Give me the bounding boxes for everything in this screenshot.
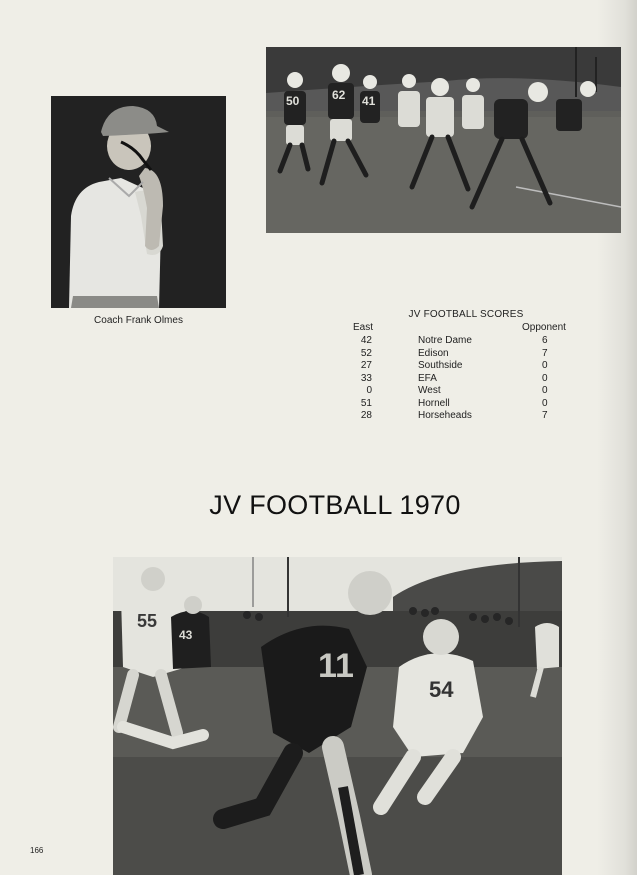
score-row — [346, 410, 586, 423]
opponent-score: 7 — [542, 347, 548, 359]
opponent-name: Horseheads — [418, 410, 472, 421]
east-score: 33 — [360, 372, 372, 384]
east-score: 0 — [366, 385, 372, 396]
jersey-number-41: 41 — [362, 94, 376, 108]
opponent-name: Edison — [418, 347, 449, 359]
opponent-name: Hornell — [418, 397, 450, 409]
score-row — [346, 385, 586, 398]
east-score: 27 — [360, 360, 372, 371]
score-row — [346, 360, 586, 373]
opponent-score: 0 — [542, 397, 548, 409]
east-score: 42 — [360, 335, 372, 346]
score-row — [346, 398, 586, 411]
east-score: 51 — [360, 397, 372, 409]
column-header-east: East — [353, 322, 374, 333]
scores-table-title: JV FOOTBALL SCORES — [408, 309, 524, 320]
east-score: 52 — [360, 347, 372, 359]
coach-photo — [51, 96, 226, 308]
football-action-photo-top — [266, 47, 621, 233]
jv-scores-table — [346, 309, 586, 423]
score-row — [346, 348, 586, 361]
football-action-photo-bottom — [113, 557, 562, 875]
scores-table-header — [346, 322, 586, 335]
page-title: JV FOOTBALL 1970 — [209, 490, 461, 520]
page-number: 166 — [30, 846, 44, 855]
opponent-score: 0 — [542, 385, 548, 396]
opponent-score: 0 — [542, 360, 548, 371]
opponent-name: EFA — [418, 372, 437, 384]
jersey-number-43: 43 — [179, 628, 193, 642]
coach-photo-caption: Coach Frank Olmes — [94, 315, 183, 326]
jersey-number-11: 11 — [318, 647, 354, 685]
jersey-number-50: 50 — [286, 94, 300, 108]
opponent-score: 6 — [542, 335, 548, 346]
column-header-opponent: Opponent — [522, 322, 566, 333]
opponent-score: 0 — [542, 372, 548, 384]
opponent-score: 7 — [542, 410, 548, 421]
score-row — [346, 335, 586, 348]
opponent-name: West — [418, 385, 441, 396]
jersey-number-62: 62 — [332, 88, 346, 102]
jersey-number-55: 55 — [137, 611, 158, 631]
score-row — [346, 373, 586, 386]
east-score: 28 — [360, 410, 372, 421]
opponent-name: Notre Dame — [418, 335, 472, 346]
jersey-number-54: 54 — [429, 677, 454, 702]
opponent-name: Southside — [418, 360, 463, 371]
